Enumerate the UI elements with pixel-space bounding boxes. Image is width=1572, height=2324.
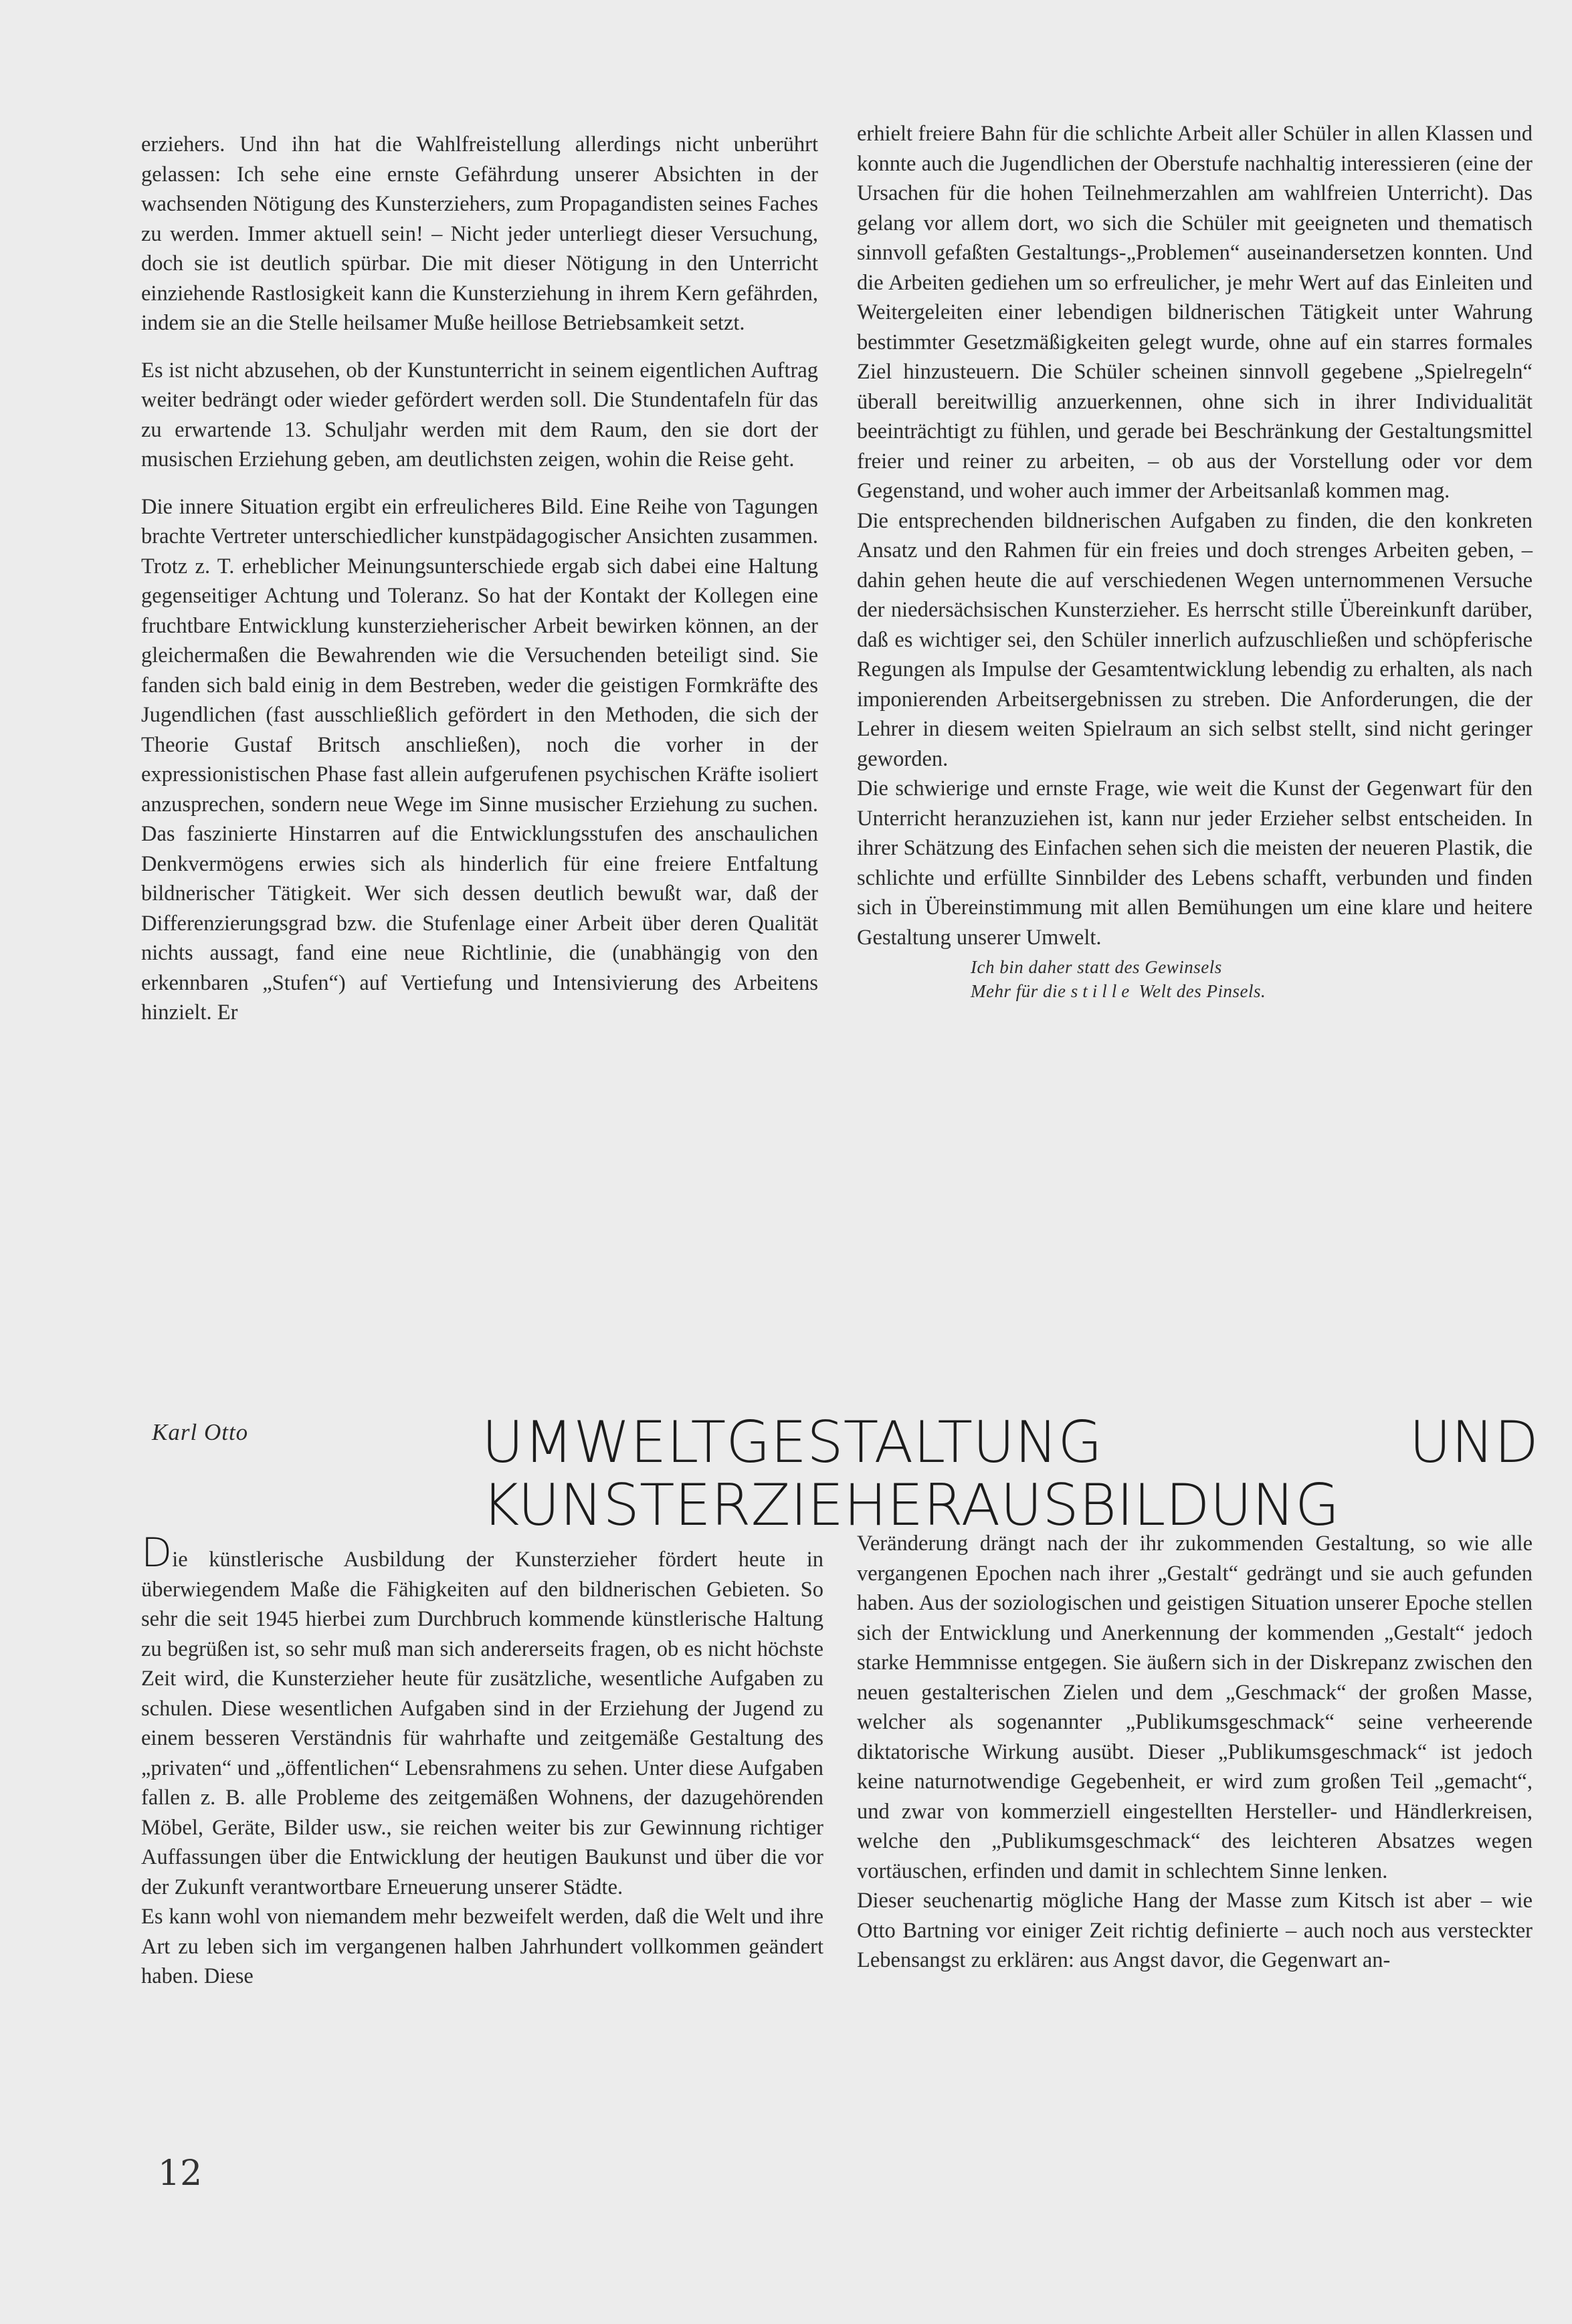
title-line-2: KUNSTERZIEHERAUSBILDUNG	[482, 1472, 1340, 1539]
paragraph: Die entsprechenden bildnerischen Aufgaben zu finden, die den konkreten Ansatz und den Rahmen für ein freies und doch strenges Arbeiten geben, – dahin gehen heute die auf verschiedenen Wegen unternommenen Versuche der niedersächsischen Kunsterzieher. Es herrscht stille Übereinkunft darüber, daß es wichtiger sei, den Schüler innerlich aufzuschließen und schöpferische Regungen als Impulse der Gesamtentwicklung lebendig zu erhalten, als nach imponierenden Arbeitsergebnissen zu streben. Die Anforderungen, die der Lehrer in diesem weiten Spielraum an sich selbst stellt, sind nicht geringer geworden.	[857, 508, 1533, 771]
couplet-line-2-suffix: Welt des Pinsels.	[1139, 981, 1266, 1001]
couplet-line-2	[971, 979, 1533, 1003]
paragraph: erhielt freiere Bahn für die schlichte Arbeit aller Schüler in allen Klassen und konnte auch die Jugendlichen der Oberstufe nachhaltig interessieren (eine der Ursachen für die hohen Teilnehmerzahlen am wahlfreien Unterricht). Das gelang vor allem dort, wo sich die Schüler mit geeigneten und thematisch sinnvoll gefaßten Gestaltungs-„Problemen“ auseinandersetzen konnten. Und die Arbeiten gediehen um so erfreulicher, je mehr Wert auf das Einleiten und Weitergeleiten einer lebendigen bildnerischen Tätigkeit unter Wahrung bestimmter Gesetzmäßigkeiten gelegt wurde, ohne auf ein starres formales Ziel hinzusteuern. Die Schüler scheinen sinnvoll gegebene „Spielregeln“ überall bereitwillig anzuerkennen, ohne sich in ihrer Individualität beeinträchtigt zu fühlen, und gerade bei Beschränkung der Gestaltungsmittel freier und reiner zu arbeiten, – ob aus der Vorstellung oder vor dem Gegenstand, und woher auch immer der Arbeitsanlaß kommen mag.	[857, 122, 1533, 503]
closing-couplet	[971, 955, 1533, 1003]
couplet-line-1: Ich bin daher statt des Gewinsels	[971, 957, 1222, 977]
article-author: Karl Otto	[152, 1419, 249, 1445]
paragraph-text: ie künstlerische Ausbildung der Kunsterzieher fördert heute in überwiegendem Maße die Fähigkeiten auf den bildnerischen Gebieten. So sehr die seit 1945 hierbei zum Durchbruch kommende künstlerische Haltung zu begrüßen ist, so sehr muß man sich andererseits fragen, ob es nicht höchste Zeit wird, die Kunsterzieher heute für zusätzliche, wesentliche Aufgaben zu schulen. Diese wesentlichen Aufgaben sind in der Erziehung der Jugend zu einem besseren Verständnis für wahrhafte und zeitgemäße Gestaltung des „privaten“ und „öffentlichen“ Lebensrahmens zu sehen. Unter diese Aufgaben fallen z. B. alle Probleme des zeitgemäßen Wohnens, der dazugehörenden Möbel, Geräte, Bilder usw., sie reichen weiter bis zur Gewinnung richtiger Auffassungen über die Entwicklung der heutigen Baukunst und über die vor der Zukunft verantwortbare Erneuerung unserer Städte.	[141, 1548, 823, 1899]
page-number: 12	[158, 2153, 203, 2194]
paragraph	[141, 1529, 823, 1902]
paragraph: Die innere Situation ergibt ein erfreulicheres Bild. Eine Reihe von Tagungen brachte Vertreter unterschiedlicher kunstpädagogischer Ansichten zusammen. Trotz z. T. erheblicher Meinungsunterschiede ergab sich dabei eine Haltung gegenseitiger Achtung und Toleranz. So hat der Kontakt der Kollegen eine fruchtbare Entwicklung kunsterzieherischer Arbeit bewirken können, an der gleichermaßen die Bewahrenden wie die Versuchenden beteiligt sind. Sie fanden sich bald einig in dem Bestreben, weder die geistigen Formkräfte des Jugendlichen (fast ausschließlich gefördert in den Methoden, die sich der Theorie Gustaf Britsch anschließen), noch die vorher in der expressionistischen Phase fast allein aufgerufenen psychischen Kräfte isoliert anzusprechen, sondern neue Wege im Sinne musischer Erziehung zu suchen. Das faszinierte Hinstarren auf die Entwicklungsstufen des anschaulichen Denkvermögens erwies sich als hinderlich für eine freiere Entfaltung bildnerischer Tätigkeit. Wer sich dessen deutlich bewußt war, daß der Differenzierungsgrad bzw. die Stufenlage einer Arbeit über deren Qualität nichts aussagt, fand eine neue Richtlinie, die (unabhängig von den erkennbaren „Stufen“) auf Vertiefung und Intensivierung des Arbeitens hinzielt. Er	[141, 494, 818, 1025]
paragraph: Veränderung drängt nach der ihr zukommenden Gestaltung, so wie alle vergangenen Epochen nach ihrer „Gestalt“ gedrängt und sie auch gefunden haben. Aus der soziologischen und geistigen Situation unserer Epoche stellen sich der Entwicklung und Anerkennung der kommenden „Gestalt“ jedoch starke Hemmnisse entgegen. Sie äußern sich in der Diskrepanz zwischen den neuen gestalterischen Zielen und dem „Geschmack“ der großen Masse, welcher als sogenannter „Publikumsgeschmack“ seine verheerende diktatorische Wirkung ausübt. Dieser „Publikumsgeschmack“ ist jedoch keine naturnotwendige Gegebenheit, er wird zum großen Teil „gemacht“, und zwar von kommerziell eingestellten Hersteller- und Händlerkreisen, welche den „Publikumsgeschmack“ des leichteren Absatzes wegen vortäuschen, erfinden und damit in schlechtem Sinne lenken.	[857, 1531, 1533, 1883]
couplet-spaced-word: stille	[1070, 981, 1135, 1001]
title-line-1: UMWELTGESTALTUNG UND	[482, 1409, 1539, 1476]
paragraph: Die schwierige und ernste Frage, wie weit die Kunst der Gegenwart für den Unterricht heranzuziehen ist, kann nur jeder Erzieher selbst entscheiden. In ihrer Schätzung des Einfachen sehen sich die meisten der neueren Plastik, die schlichte und erfüllte Sinnbilder des Lebens schafft, verbunden und finden sich in Übereinstimmung mit allen Bemühungen um eine klare und heitere Gestaltung unserer Umwelt.	[857, 776, 1533, 950]
bottom-right-column	[857, 1529, 1533, 1976]
top-right-column	[857, 119, 1533, 1003]
paragraph: erziehers. Und ihn hat die Wahlfreistellung allerdings nicht unberührt gelassen: Ich sehe eine ernste Gefährdung unserer Absichten in der wachsenden Nötigung des Kunsterziehers, zum Propagandisten seines Faches zu werden. Immer aktuell sein! – Nicht jeder unterliegt dieser Versuchung, doch sie ist deutlich spürbar. Die mit dieser Nötigung in den Unterricht einziehende Rastlosigkeit kann die Kunsterziehung in ihrem Kern gefährden, indem sie an die Stelle heilsamer Muße heillose Betriebsamkeit setzt.	[141, 132, 818, 335]
paragraph: Dieser seuchenartig mögliche Hang der Masse zum Kitsch ist aber – wie Otto Bartning vor einiger Zeit richtig definierte – auch noch aus versteckter Lebensangst zu erklären: aus Angst davor, die Gegenwart an-	[857, 1889, 1533, 1972]
top-left-column	[141, 130, 818, 1028]
couplet-line-2-prefix: Mehr für die	[971, 981, 1066, 1001]
bottom-left-column	[141, 1529, 823, 1992]
drop-cap: D	[141, 1529, 173, 1576]
paragraph: Es ist nicht abzusehen, ob der Kunstunterricht in seinem eigentlichen Auftrag weiter bedrängt oder wieder gefördert werden soll. Die Stundentafeln für das zu erwartende 13. Schuljahr werden mit dem Raum, den sie dort der musischen Erziehung geben, am deutlichsten zeigen, wohin die Reise geht.	[141, 358, 818, 471]
paragraph: Es kann wohl von niemandem mehr bezweifelt werden, daß die Welt und ihre Art zu leben sich im vergangenen halben Jahrhundert vollkommen geändert haben. Diese	[141, 1905, 823, 1988]
article-title	[482, 1411, 1539, 1537]
